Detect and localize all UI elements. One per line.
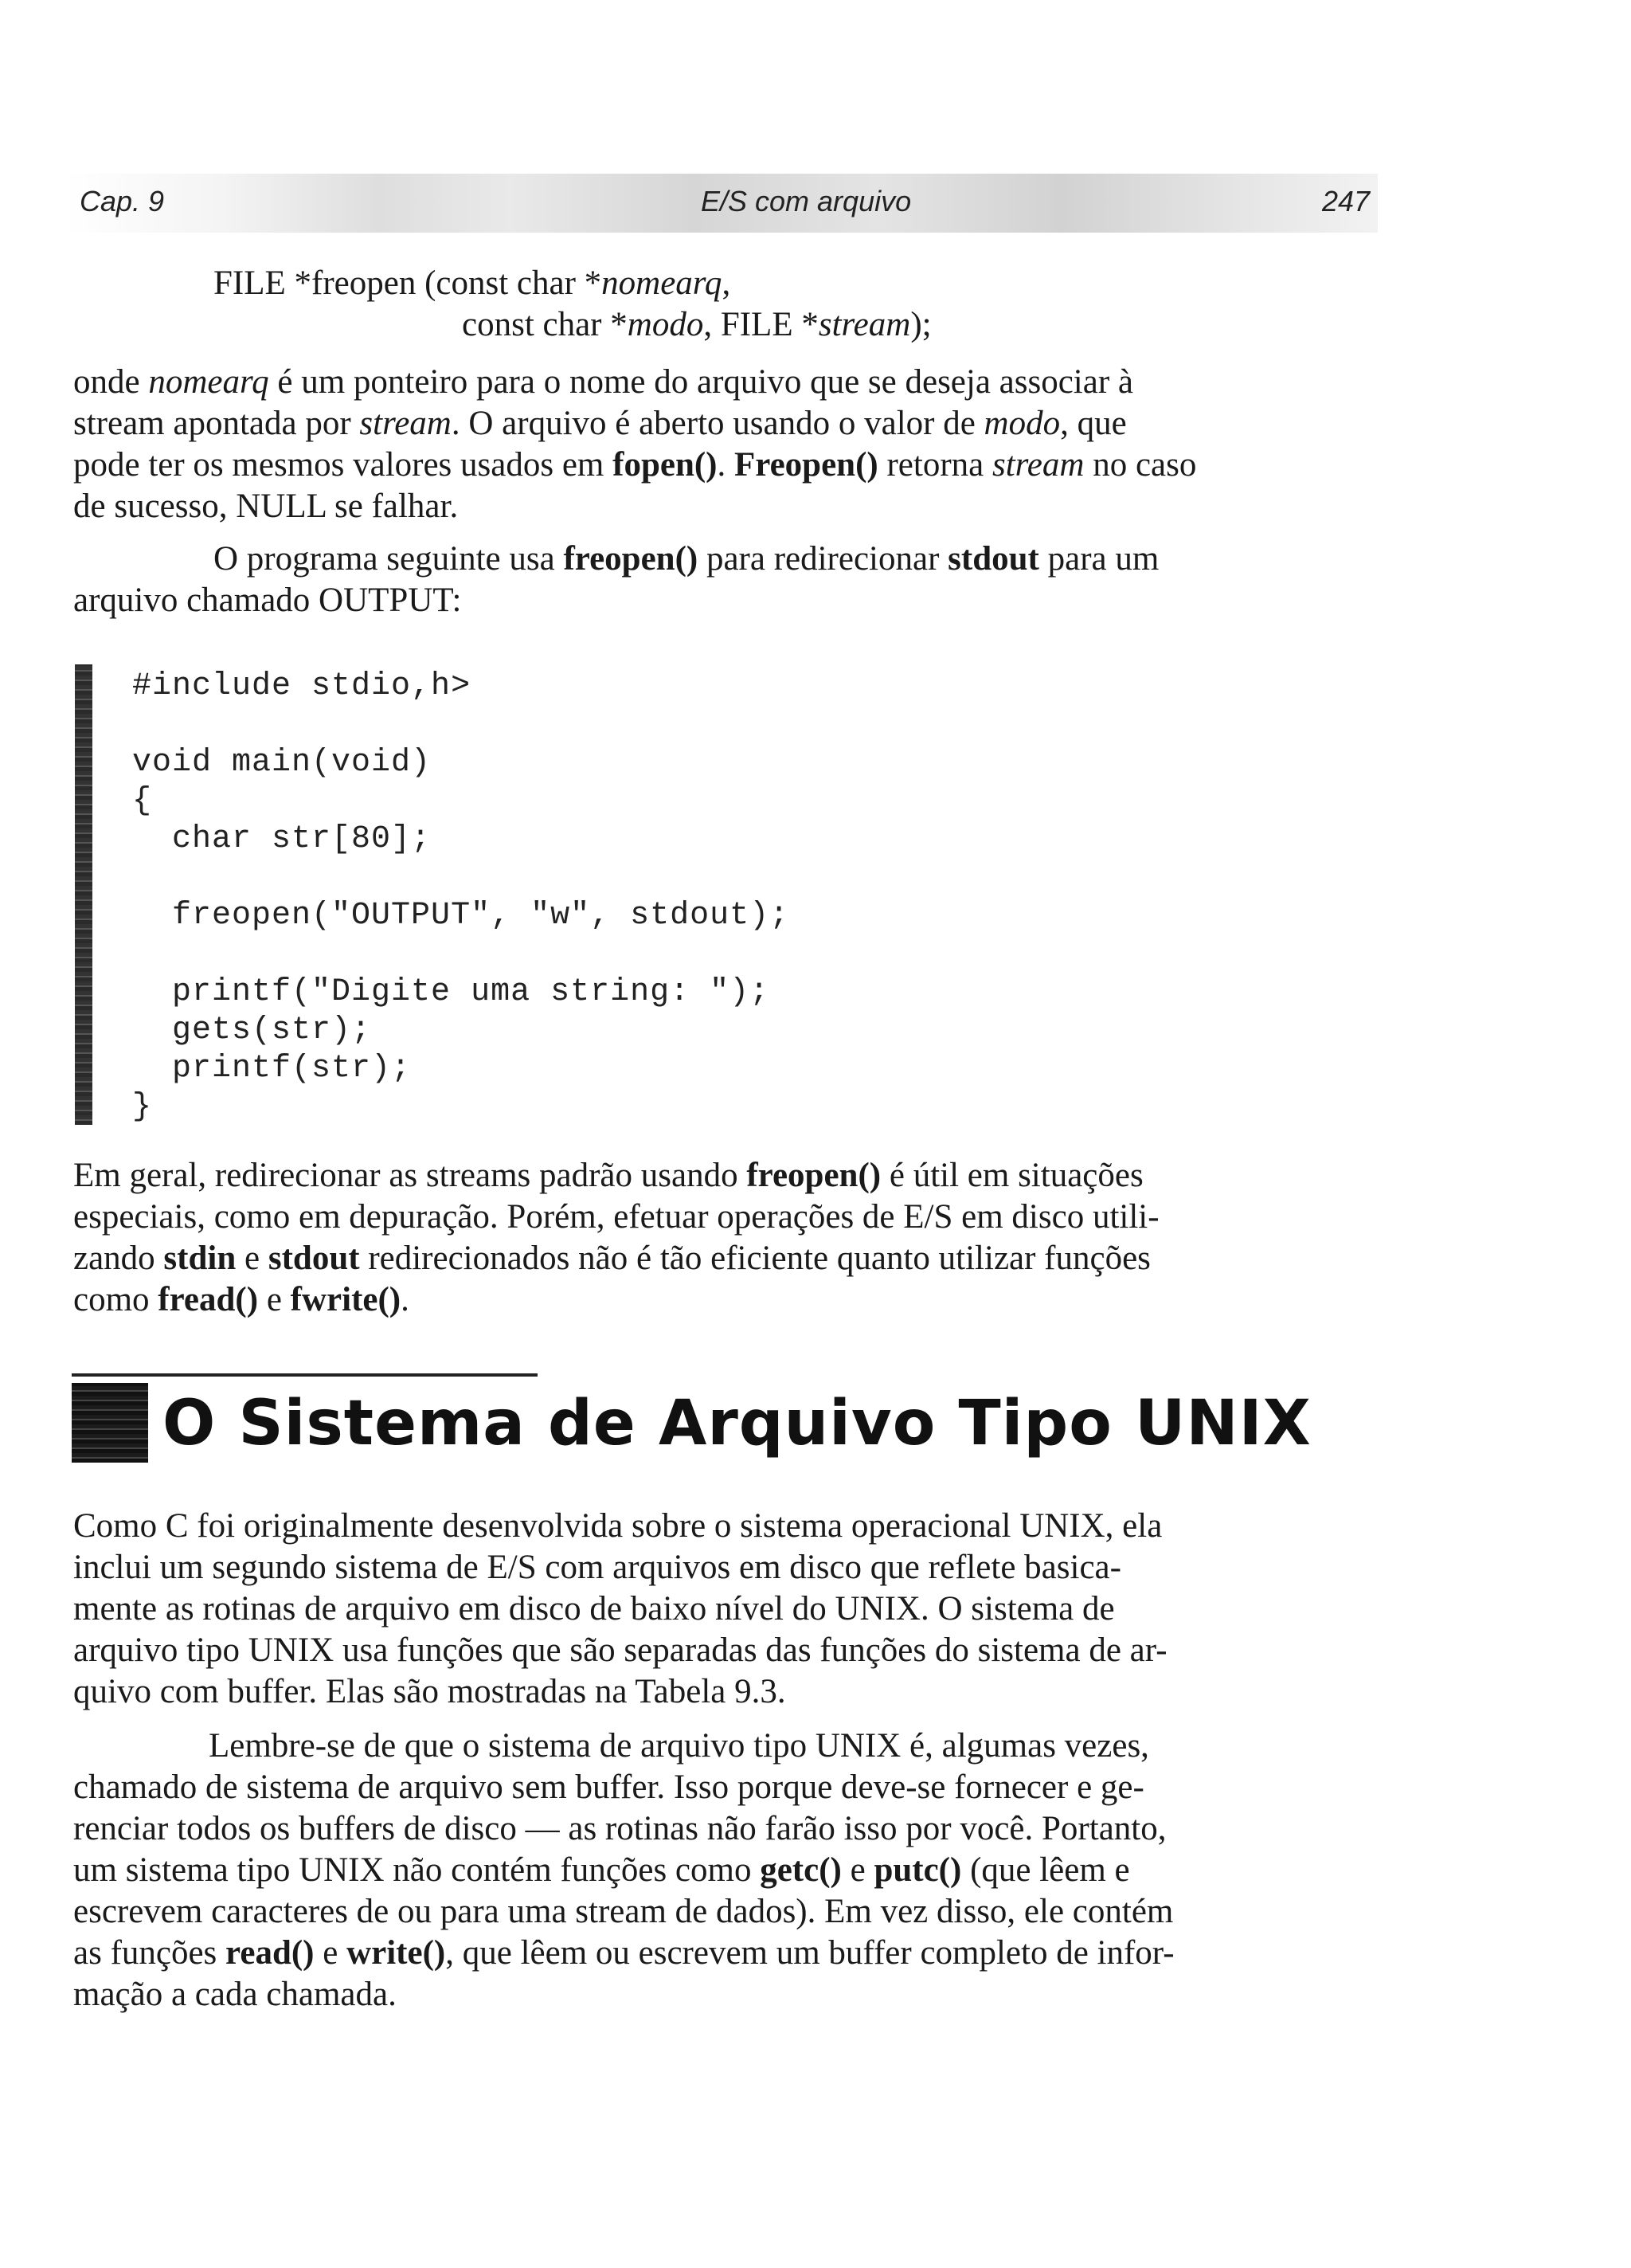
text-line: pode ter os mesmos valores usados em fopen(). Freopen() retorna stream no caso	[73, 446, 1197, 484]
code-line: void main(void)	[132, 745, 432, 781]
running-header	[64, 174, 1378, 233]
text-line: quivo com buffer. Elas são mostradas na Tabela 9.3.	[73, 1673, 786, 1710]
text-line: stream apontada por stream. O arquivo é aberto usando o valor de modo, que	[73, 405, 1127, 442]
code-line: printf("Digite uma string: ");	[132, 974, 770, 1010]
text-line: zando stdin e stdout redirecionados não é tão eficiente quanto utilizar funções	[73, 1240, 1151, 1277]
text-line: um sistema tipo UNIX não contém funções como getc() e putc() (que lêem e	[73, 1851, 1130, 1889]
text-line: chamado de sistema de arquivo sem buffer. Isso porque deve-se fornecer e ge-	[73, 1769, 1144, 1806]
text-line: Em geral, redirecionar as streams padrão usando freopen() é útil em situações	[73, 1157, 1144, 1194]
text-line: inclui um segundo sistema de E/S com arquivos em disco que reflete basica-	[73, 1549, 1121, 1586]
code-listing-marker	[75, 664, 92, 1125]
text-line: de sucesso, NULL se falhar.	[73, 488, 459, 525]
code-line: {	[132, 783, 153, 819]
text-line: arquivo tipo UNIX usa funções que são separadas das funções do sistema de ar-	[73, 1631, 1168, 1669]
text-line: onde nomearq é um ponteiro para o nome do arquivo que se deseja associar à	[73, 363, 1133, 401]
text-line: as funções read() e write(), que lêem ou escrevem um buffer completo de infor-	[73, 1934, 1175, 1972]
text-line: O programa seguinte usa freopen() para redirecionar stdout para um	[213, 540, 1160, 578]
code-line: #include stdio,h>	[132, 668, 471, 704]
code-line: }	[132, 1089, 153, 1125]
text-line: especiais, como em depuração. Porém, efetuar operações de E/S em disco utili-	[73, 1198, 1160, 1236]
code-line: gets(str);	[132, 1013, 372, 1048]
chapter-label: Cap. 9	[80, 185, 165, 217]
section-marker-icon	[72, 1383, 148, 1463]
prototype-line-2: const char *modo, FILE *stream);	[462, 306, 932, 343]
prototype-line-1: FILE *freopen (const char *nomearq,	[213, 264, 731, 302]
text-line: mente as rotinas de arquivo em disco de baixo nível do UNIX. O sistema de	[73, 1590, 1115, 1628]
chapter-title: E/S com arquivo	[701, 185, 912, 217]
section-heading: O Sistema de Arquivo Tipo UNIX	[162, 1388, 1312, 1459]
text-line: como fread() e fwrite().	[73, 1281, 409, 1318]
text-line: mação a cada chamada.	[73, 1976, 397, 2013]
page-number: 247	[1322, 185, 1371, 217]
text-line: arquivo chamado OUTPUT:	[73, 582, 462, 619]
text-line: Lembre-se de que o sistema de arquivo tipo UNIX é, algumas vezes,	[209, 1727, 1149, 1765]
code-line: freopen("OUTPUT", "w", stdout);	[132, 898, 790, 934]
code-line: printf(str);	[132, 1051, 412, 1087]
code-line: char str[80];	[132, 821, 432, 857]
text-line: escrevem caracteres de ou para uma stream de dados). Em vez disso, ele contém	[73, 1893, 1174, 1930]
text-line: renciar todos os buffers de disco — as rotinas não farão isso por você. Portanto,	[73, 1810, 1167, 1847]
section-rule	[72, 1373, 538, 1377]
text-line: Como C foi originalmente desenvolvida sobre o sistema operacional UNIX, ela	[73, 1507, 1163, 1545]
